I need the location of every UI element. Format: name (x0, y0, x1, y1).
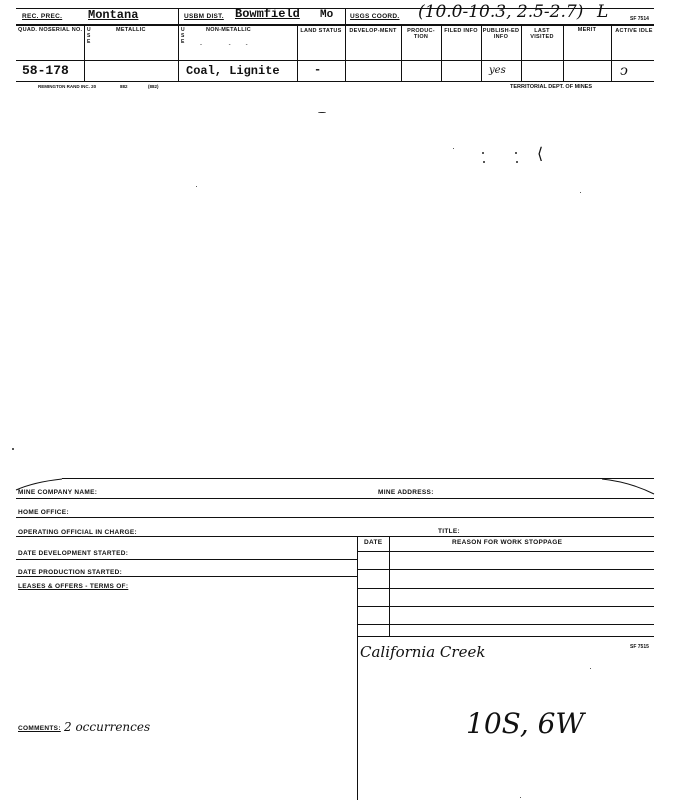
col-land-status: LAND STATUS (300, 28, 342, 34)
mine-address-label: MINE ADDRESS: (378, 489, 434, 496)
table-rule (357, 551, 654, 552)
col-use-letters: U S E (87, 27, 91, 45)
township-handwritten: 10S, 6W (466, 707, 585, 740)
stray-mark (590, 668, 591, 669)
table-rule (357, 588, 654, 589)
row-rule (16, 60, 654, 61)
date-column-header: DATE (364, 539, 383, 546)
col-non-metallic: NON-METALLIC (206, 27, 252, 33)
operating-official-label: OPERATING OFFICIAL IN CHARGE: (18, 529, 137, 536)
stray-mark (580, 192, 581, 193)
rec-prec-value: Montana (88, 8, 139, 22)
divider (441, 26, 442, 82)
table-rule (357, 636, 654, 637)
col-production: PRODUC-TION (407, 28, 435, 40)
usgs-coord-label: USGS COORD. (350, 13, 400, 20)
corner-mark: L (597, 2, 609, 22)
col-merit: MERIT (577, 27, 597, 33)
leases-label: LEASES & OFFERS - TERMS OF: (18, 583, 129, 590)
mine-company-name-label: MINE COMPANY NAME: (18, 489, 98, 496)
stray-mark (483, 161, 485, 163)
col-use-letters-2: U S E (181, 27, 185, 45)
stray-mark (516, 161, 518, 163)
col-serial-no: SERIAL NO. (48, 27, 83, 33)
divider (611, 26, 612, 82)
printer-imprint: REMINGTON RAND INC. 20 (38, 84, 97, 89)
active-idle-mark: ↄ (620, 63, 628, 79)
usgs-coord-value: (10.0-10.3, 2.5-2.7) (418, 2, 584, 22)
code-one: 882 (120, 84, 128, 89)
usbm-dist-label: USBM DIST. (184, 13, 224, 20)
col-quad-no: QUAD. NO. (18, 27, 50, 33)
form-rule (16, 576, 357, 577)
form-number-top: SF 7514 (630, 16, 649, 22)
divider (84, 26, 85, 82)
table-rule (357, 569, 654, 570)
code-two: (882) (148, 84, 159, 89)
stray-mark (318, 112, 326, 113)
usbm-dist-value: Bowmfield (235, 7, 300, 21)
col-metallic: METALLIC (116, 27, 146, 33)
table-divider (357, 536, 358, 800)
location-handwritten: California Creek (360, 643, 486, 661)
form-rule (16, 517, 654, 518)
header-rule (16, 24, 654, 26)
col-active-idle: ACTIVE IDLE (615, 28, 653, 34)
stray-mark (196, 186, 197, 187)
col-last-visited: LAST VISITED (530, 28, 554, 40)
commodity: Coal, Lignite (186, 64, 280, 78)
rec-prec-label: REC. PREC. (22, 13, 63, 20)
form-rule (16, 559, 357, 560)
land-status-value: - (314, 63, 322, 77)
form-top-rule (62, 478, 654, 479)
col-filed-info: FILED INFO (444, 28, 478, 34)
stray-mark (453, 148, 454, 149)
divider (297, 26, 298, 82)
dash-marks: - - - (200, 42, 248, 48)
comments-value: 2 occurrences (64, 720, 151, 734)
row-bottom-rule (16, 81, 654, 82)
home-office-label: HOME OFFICE: (18, 509, 69, 516)
date-production-label: DATE PRODUCTION STARTED: (18, 569, 123, 576)
reason-column-header: REASON FOR WORK STOPPAGE (452, 539, 563, 546)
date-development-label: DATE DEVELOPMENT STARTED: (18, 550, 129, 557)
stray-mark: ⟨ (537, 144, 544, 163)
stray-mark (482, 152, 484, 154)
divider (563, 26, 564, 82)
title-label: TITLE: (438, 528, 461, 535)
form-rule (16, 536, 654, 537)
stray-mark (520, 797, 521, 798)
form-number-bottom: SF 7515 (630, 644, 649, 650)
col-published-info: PUBLISH-ED INFO (482, 28, 520, 40)
published-info-value: yes (489, 65, 506, 76)
curl-mark-right (600, 476, 660, 498)
divider (345, 8, 346, 82)
col-development: DEVELOP-MENT (349, 28, 397, 34)
divider (178, 8, 179, 82)
table-rule (357, 624, 654, 625)
stray-mark (515, 152, 517, 154)
table-rule (357, 606, 654, 607)
comments-label: COMMENTS: (18, 725, 61, 732)
serial-number: 58-178 (22, 63, 69, 78)
territorial-dept: TERRITORIAL DEPT. OF MINES (510, 84, 592, 90)
stray-mark (12, 448, 14, 450)
form-rule (16, 498, 654, 499)
usbm-dist-suffix: Mo (320, 9, 334, 21)
